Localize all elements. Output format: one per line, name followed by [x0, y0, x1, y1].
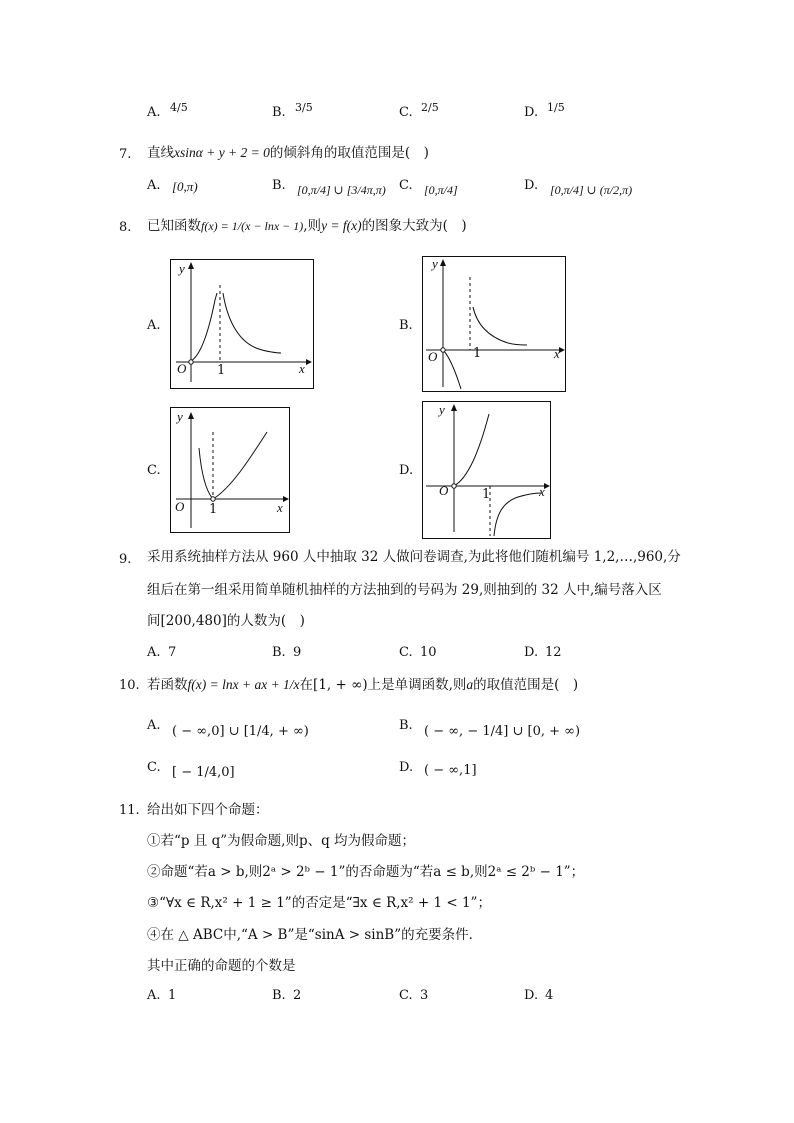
q6-option-c-letter: C.: [399, 105, 413, 120]
q9-option-c-value: 10: [420, 645, 437, 660]
x-axis-arrow: [306, 359, 312, 365]
q11-option-c-letter: C.: [399, 988, 413, 1003]
q10-stem-mid: 在[1, + ∞)上是单调函数,则: [299, 677, 467, 693]
q8-graph-d-letter: D.: [399, 463, 414, 478]
q8-number: 8.: [119, 220, 132, 235]
q10-option-c-value: [ − 1/4,0]: [172, 765, 235, 780]
tick-label: 1: [473, 346, 482, 361]
tick-label: 1: [217, 363, 226, 378]
x-axis-arrow: [283, 496, 289, 502]
q8-graph-d-svg: [423, 402, 550, 538]
q8-stem-math2: y = f(x): [321, 218, 362, 233]
q6-option-d-letter: D.: [524, 105, 539, 120]
y-axis-arrow: [188, 412, 194, 419]
q9-line-3: 间[200,480]的人数为( ): [147, 613, 305, 629]
q9-option-c-letter: C.: [399, 645, 413, 660]
q9-option-d-letter: D.: [524, 645, 539, 660]
q8-stem-post: 的图象大致为( ): [361, 218, 467, 234]
q11-item-2: ②命题“若a > b,则2ᵃ > 2ᵇ − 1”的否命题为“若a ≤ b,则2ᵃ ≤ 2ᵇ − 1”；: [147, 864, 585, 880]
q11-option-d-letter: D.: [524, 988, 539, 1003]
q9-line-2: 组后在第一组采用简单随机抽样的方法抽到的号码为 29,则抽到的 32 人中,编号落入区: [147, 582, 662, 598]
x-label: x: [277, 500, 283, 515]
q11-number: 11.: [119, 803, 140, 818]
q10-stem: [147, 675, 578, 695]
q8-graph-a-svg: [171, 260, 313, 388]
q7-option-c-value: [0,π/4]: [424, 183, 458, 197]
origin-hole: [452, 484, 456, 488]
curve-left: [191, 293, 217, 361]
q8-stem: [147, 216, 467, 236]
q8-stem-mid: ,则: [303, 218, 322, 234]
q9-option-a-letter: A.: [147, 645, 161, 660]
curve: [199, 432, 267, 499]
q10-option-b-value: ( − ∞, − 1/4] ∪ [0, + ∞): [424, 724, 581, 739]
x-label: x: [299, 361, 305, 376]
q10-option-b-letter: B.: [399, 718, 413, 733]
y-label: y: [179, 261, 185, 276]
origin-label: O: [175, 499, 185, 514]
q7-option-d-value: [0,π/4] ∪ (π/2,π): [550, 183, 633, 197]
q11-item-1: ①若“p 且 q”为假命题,则p、q 均为假命题；: [147, 833, 416, 849]
q7-option-b-value: [0,π/4] ∪ [3/4π,π): [297, 183, 386, 197]
q6-option-c-value: 2/5: [421, 101, 439, 114]
curve-right: [494, 493, 541, 536]
q10-number: 10.: [119, 678, 140, 693]
q9-line-1: 采用系统抽样方法从 960 人中抽取 32 人做问卷调查,为此将他们随机编号 1,2,…,960,分: [147, 549, 681, 565]
origin-label: O: [428, 349, 438, 364]
q6-option-d-value: 1/5: [547, 101, 565, 114]
y-axis-arrow: [188, 262, 194, 269]
q10-stem-math: f(x) = lnx + ax + 1/x: [187, 677, 300, 692]
tick-label: 1: [482, 487, 491, 502]
q8-stem-pre: 已知函数: [147, 218, 201, 234]
q8-graph-c-letter: C.: [147, 463, 161, 478]
q7-option-b-letter: B.: [272, 178, 286, 193]
origin-label: O: [177, 361, 187, 376]
q7-option-a-letter: A.: [147, 178, 161, 193]
y-label: y: [439, 402, 445, 417]
q8-graph-b: [422, 256, 566, 392]
q7-stem: [147, 143, 429, 163]
q10-option-d-value: ( − ∞,1]: [424, 763, 477, 778]
q10-stem-var: a: [466, 677, 474, 692]
curve-right: [473, 307, 527, 345]
x-label: x: [554, 346, 560, 361]
q8-graph-c-svg: [171, 408, 289, 532]
q6-option-a-value: 4/5: [170, 101, 188, 114]
q11-item-4: ④在 △ ABC中,“A > B”是“sinA > sinB”的充要条件．: [147, 927, 483, 943]
q9-option-d-value: 12: [545, 645, 562, 660]
tangent-hole: [211, 497, 215, 501]
q7-option-a-value: [0,π): [172, 179, 198, 194]
q8-graph-b-letter: B.: [399, 318, 413, 333]
q6-option-b-value: 3/5: [295, 101, 313, 114]
q7-number: 7.: [119, 147, 132, 162]
q9-option-a-value: 7: [168, 645, 177, 660]
q11-option-b-value: 2: [293, 988, 302, 1003]
q7-stem-post: 的倾斜角的取值范围是( ): [269, 145, 429, 161]
q10-option-d-letter: D.: [399, 760, 414, 775]
q11-option-a-letter: A.: [147, 988, 161, 1003]
q11-option-d-value: 4: [545, 988, 554, 1003]
q10-option-a-letter: A.: [147, 718, 161, 733]
y-axis-arrow: [451, 404, 457, 411]
q8-graph-c: [170, 407, 290, 533]
q11-question: 其中正确的命题的个数是: [147, 958, 296, 974]
q8-graph-d: [422, 401, 551, 539]
origin-hole: [189, 360, 193, 364]
y-label: y: [432, 256, 438, 271]
q7-stem-math: xsinα + y + 2 = 0: [174, 145, 270, 160]
q8-graph-b-svg: [423, 257, 565, 391]
q10-stem-post: 的取值范围是( ): [473, 677, 579, 693]
x-label: x: [539, 484, 545, 499]
q7-option-d-letter: D.: [524, 178, 539, 193]
q6-option-b-letter: B.: [272, 105, 286, 120]
origin-label: O: [439, 483, 449, 498]
y-axis-arrow: [440, 259, 446, 266]
curve-left: [444, 351, 461, 389]
q7-stem-pre: 直线: [147, 145, 174, 161]
q11-item-3: ③“∀x ∈ R,x² + 1 ≥ 1”的否定是“∃x ∈ R,x² + 1 < 1”；: [147, 895, 491, 911]
curve-right: [223, 293, 281, 353]
q6-option-a-letter: A.: [147, 105, 161, 120]
curve-left: [454, 414, 489, 486]
q8-graph-a-letter: A.: [147, 318, 161, 333]
q11-option-b-letter: B.: [272, 988, 286, 1003]
q11-option-a-value: 1: [168, 988, 177, 1003]
y-label: y: [177, 409, 183, 424]
q9-option-b-letter: B.: [272, 645, 286, 660]
tick-label: 1: [209, 502, 218, 517]
q10-option-c-letter: C.: [147, 760, 161, 775]
q11-option-c-value: 3: [420, 988, 429, 1003]
q10-option-a-value: ( − ∞,0] ∪ [1/4, + ∞): [172, 724, 309, 739]
q9-option-b-value: 9: [293, 645, 302, 660]
q8-graph-a: [170, 259, 314, 389]
q7-option-c-letter: C.: [399, 178, 413, 193]
origin-hole: [441, 348, 445, 352]
q10-stem-pre: 若函数: [147, 677, 188, 693]
q8-stem-math: f(x) = 1/(x − lnx − 1): [201, 219, 304, 233]
q9-number: 9.: [119, 552, 132, 567]
q11-stem: 给出如下四个命题：: [147, 802, 269, 818]
